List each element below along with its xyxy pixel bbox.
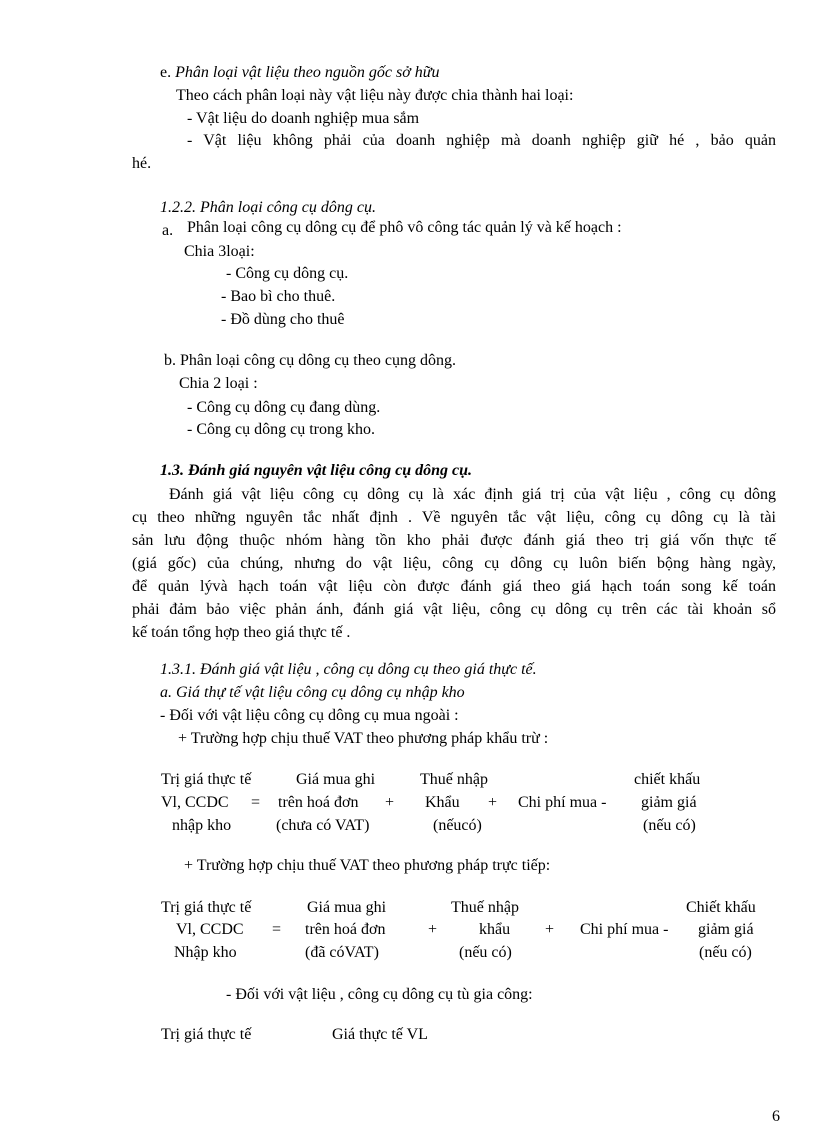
heading-e: [160, 63, 439, 83]
f1-plus: +: [385, 794, 395, 811]
sub-a-heading: a. Giá thự tế vật liệu công cụ dông cụ nhập kho: [160, 684, 465, 701]
f1-equals: =: [251, 794, 261, 811]
sub-b-chia: Chia 2 loại :: [179, 375, 258, 392]
sec-e-intro: Theo cách phân loại này vật liệu này được chia thành hai loại:: [176, 87, 574, 104]
f1-plus: +: [488, 794, 498, 811]
f1-c3-line: Khẩu: [425, 794, 460, 811]
f2-c1-line: Nhập kho: [174, 944, 237, 961]
heading-e-title: Phân loại vật liệu theo nguồn gốc sở hữu: [175, 64, 440, 81]
f3-c1: Trị giá thực tế: [161, 1026, 252, 1043]
sec-e-item-2: - Vật liệu không phải của doanh nghiệp mà doanh nghiệp giữ hé , bảo quản: [187, 132, 776, 149]
list-item: - Công cụ dông cụ đang dùng.: [187, 399, 381, 416]
plus-line-2: + Trường hợp chịu thuế VAT theo phương pháp trực tiếp:: [184, 857, 551, 874]
list-item: - Bao bì cho thuê.: [221, 288, 336, 305]
f2-equals: =: [272, 921, 282, 938]
dash-line-2: - Đối với vật liệu , công cụ dông cụ tù gia công:: [226, 986, 533, 1003]
f2-c3-line: khẩu: [479, 921, 511, 938]
f1-c5-line: (nếu có): [643, 817, 696, 834]
paragraph-1-3: [132, 483, 776, 644]
heading-1-3-1: 1.3.1. Đánh giá vật liệu , công cụ dông cụ theo giá thực tế.: [160, 661, 537, 678]
heading-e-prefix: e.: [160, 64, 172, 81]
f2-c3-line: (nếu có): [459, 944, 512, 961]
f1-c3-line: (nếucó): [433, 817, 482, 834]
dash-line: - Đối với vật liệu công cụ dông cụ mua ngoài :: [160, 707, 459, 724]
f1-c2-line: (chưa có VAT): [276, 817, 370, 834]
f1-c1-line: Vl, CCDC: [161, 794, 229, 811]
list-item: - Công cụ dông cụ.: [226, 265, 349, 282]
f2-c5-line: giảm giá: [698, 921, 754, 938]
f2-c4: Chi phí mua -: [580, 921, 669, 938]
f1-c4: Chi phí mua -: [518, 794, 607, 811]
page-number: 6: [772, 1108, 780, 1125]
sub-b-text: b. Phân loại công cụ dông cụ theo cụng dông.: [164, 352, 456, 369]
f2-plus: +: [428, 921, 438, 938]
f2-c1-line: Vl, CCDC: [176, 921, 244, 938]
f2-c1-line: Trị giá thực tế: [161, 899, 252, 916]
list-item: - Công cụ dông cụ trong kho.: [187, 421, 375, 438]
paragraph-line: cụ theo những nguyên tắc nhất định . Về nguyên tắc vật liệu, công cụ dông cụ là tài: [132, 509, 776, 526]
paragraph-line: (giá gốc) của chúng, nhưng do vật liệu, công cụ dông cụ luôn biến bộng hàng ngày,: [132, 555, 776, 572]
f1-c1-line: Trị giá thực tế: [161, 771, 252, 788]
sub-a-text: Phân loại công cụ dông cụ để phô vô công tác quản lý và kế hoạch :: [187, 219, 622, 236]
paragraph-line: phải đảm bảo việc phản ánh, đánh giá vật liệu, công cụ dông cụ trên các tài khoản sổ: [132, 601, 776, 618]
sub-a-chia: Chia 3loại:: [184, 243, 255, 260]
plus-line-1: + Trường hợp chịu thuế VAT theo phương pháp khẩu trừ :: [178, 730, 549, 747]
heading-1-2-2: 1.2.2. Phân loại công cụ dông cụ.: [160, 199, 376, 216]
f2-c2-line: trên hoá đơn: [305, 921, 386, 938]
sub-a-marker: a.: [162, 222, 174, 239]
paragraph-line: Đánh giá vật liệu công cụ dông cụ là xác định giá trị của vật liệu , công cụ dông: [169, 486, 776, 503]
paragraph-line: kế toán tổng hợp theo giá thực tế .: [132, 624, 351, 641]
sec-e-item-2-cont: hé.: [132, 155, 152, 172]
f2-c2-line: Giá mua ghi: [307, 899, 387, 916]
heading-1-3: 1.3. Đánh giá nguyên vật liệu công cụ dông cụ.: [160, 462, 473, 479]
f1-c1-line: nhập kho: [172, 817, 232, 834]
f2-c5-line: Chiết khấu: [686, 899, 756, 916]
f1-c5-line: giảm giá: [641, 794, 697, 811]
f1-c2-line: trên hoá đơn: [278, 794, 359, 811]
f2-c3-line: Thuế nhập: [451, 899, 519, 916]
list-item: - Đồ dùng cho thuê: [221, 311, 345, 328]
f1-c5-line: chiết khấu: [634, 771, 701, 788]
f3-c2: Giá thực tế VL: [332, 1026, 428, 1043]
sec-e-item-1: - Vật liệu do doanh nghiệp mua sắm: [187, 110, 420, 127]
paragraph-line: sản lưu động thuộc nhóm hàng tồn kho phải được đánh giá theo trị giá vốn thực tế: [132, 532, 776, 549]
f1-c3-line: Thuế nhập: [420, 771, 488, 788]
f2-c2-line: (đã cóVAT): [305, 944, 379, 961]
f2-c5-line: (nếu có): [699, 944, 752, 961]
f2-plus: +: [545, 921, 555, 938]
f1-c2-line: Giá mua ghi: [296, 771, 376, 788]
paragraph-line: để quản lývà hạch toán vật liệu còn được đánh giá theo giá hạch toán song kế toán: [132, 578, 776, 595]
